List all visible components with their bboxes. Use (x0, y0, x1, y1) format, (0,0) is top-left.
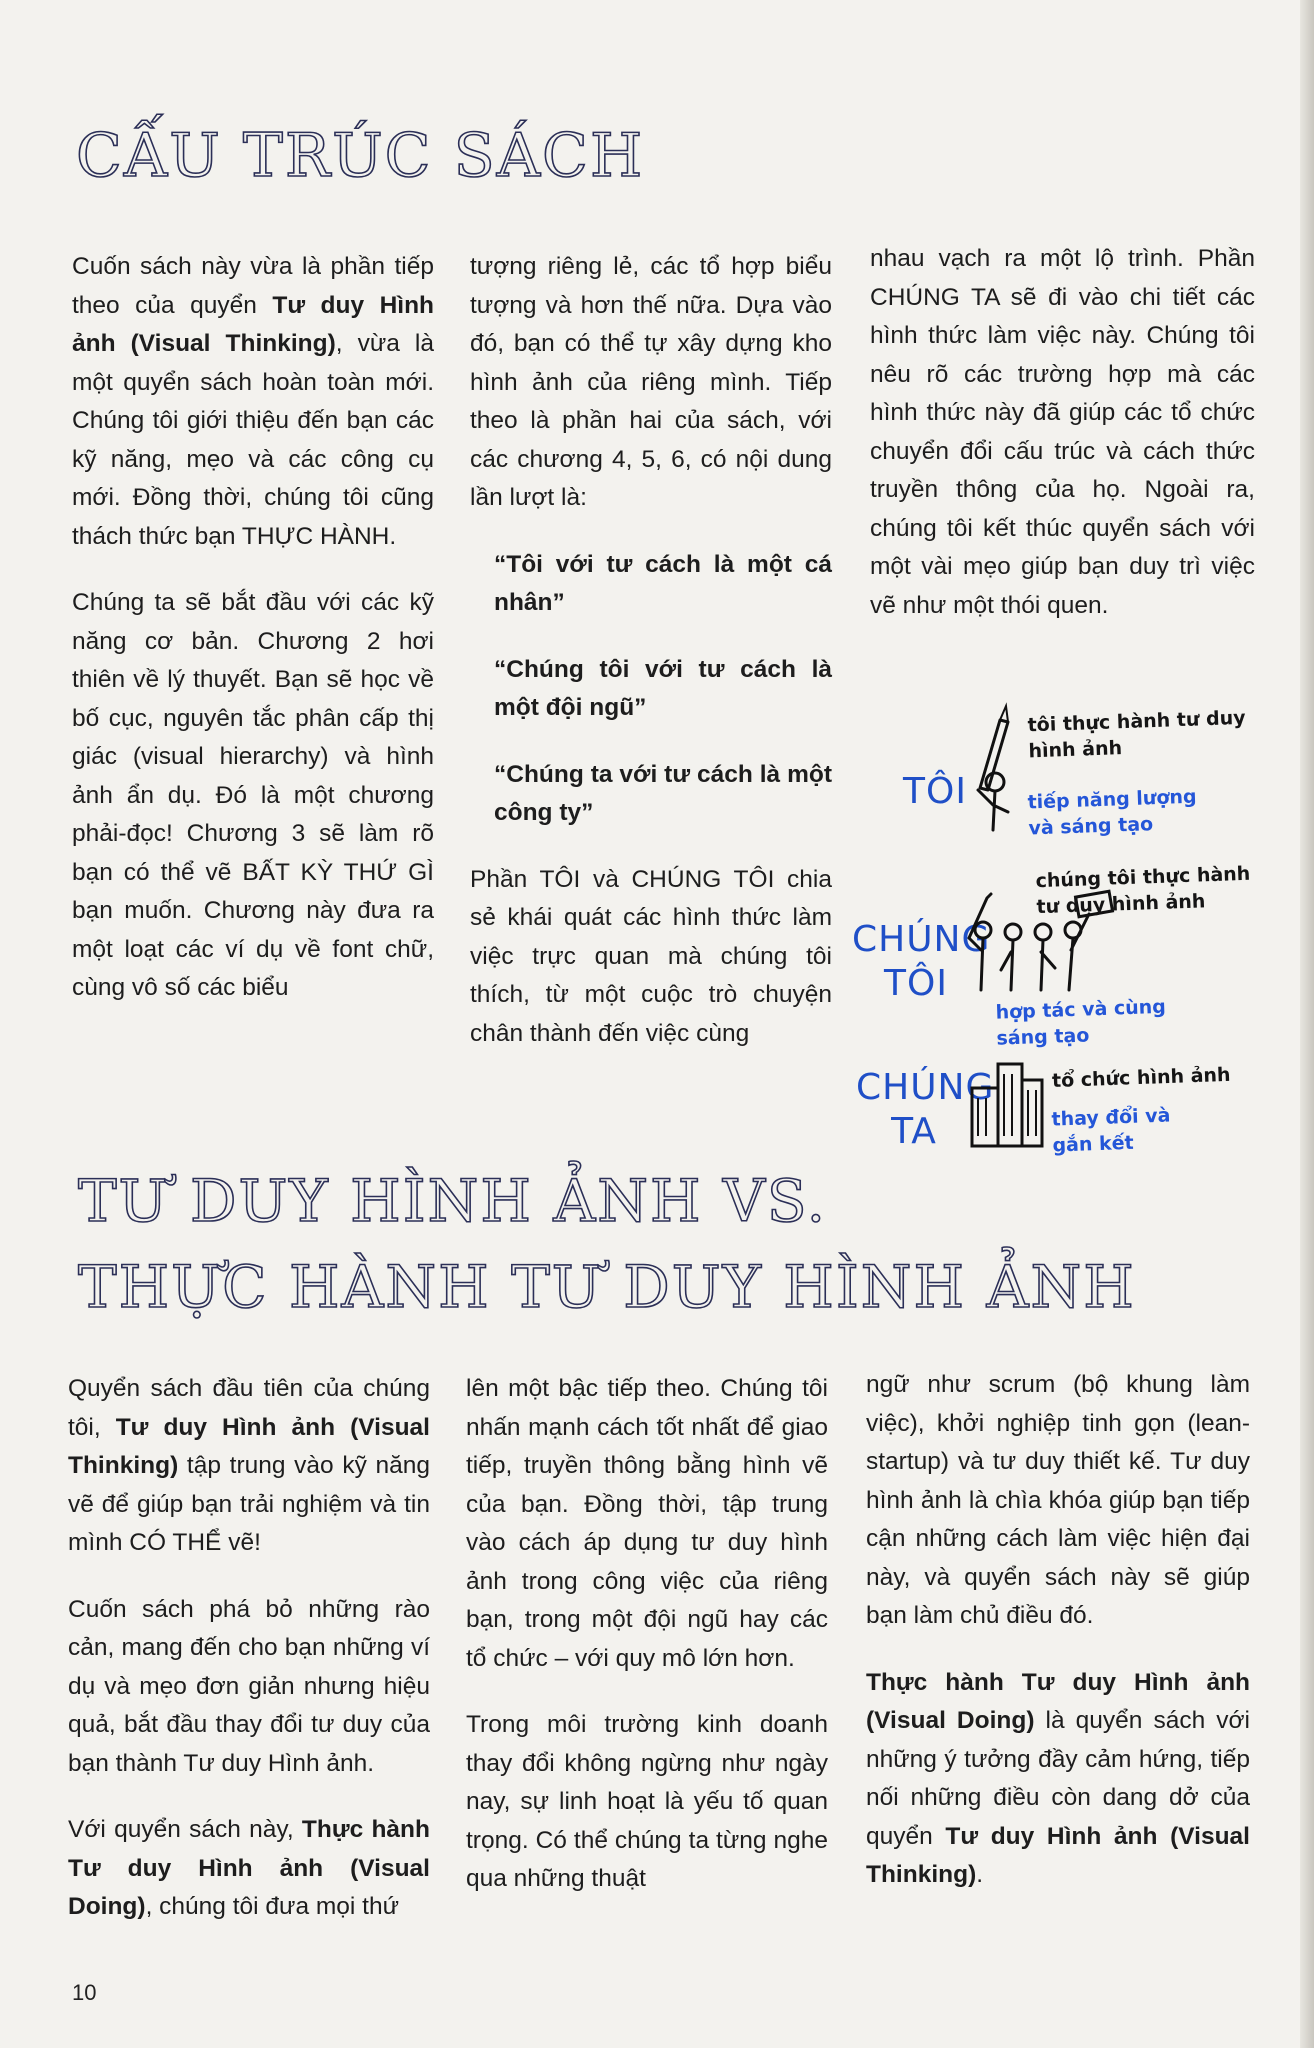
label-line: CHÚNG (852, 919, 991, 960)
buildings-icon (968, 1050, 1048, 1150)
chapter-quote: “Chúng ta với tư cách là một công ty” (494, 760, 832, 826)
label-line: CHÚNG (856, 1067, 995, 1108)
label-line: TA (891, 1111, 937, 1152)
note-toi-practice: tôi thực hành tư duy hình ảnh (1027, 706, 1246, 763)
section-title-line-2: THỰC HÀNH TƯ DUY HÌNH ẢNH (78, 1253, 1136, 1321)
person-drawing-pencil-icon (960, 700, 1030, 840)
paragraph: ngữ như scrum (bộ khung làm việc), khởi nghiệp tinh gọn (lean-startup) và tư duy thiết kế. Tư duy hình ảnh là chìa khóa giúp bạn tiếp cận những cách làm việc hiện đại này, và quyển sách này sẽ giúp bạn làm chủ điều đó. (866, 1371, 1250, 1629)
paragraph: Chúng ta sẽ bắt đầu với các kỹ năng cơ bản. Chương 2 hơi thiên về lý thuyết. Bạn sẽ học về bố cục, nguyên tắc phân cấp thị giác (visual hierarchy) và hình ảnh ẩn dụ. Đó là một chương phải-đọc! Chương 3 sẽ làm rõ bạn có thể vẽ BẤT KỲ THỨ GÌ bạn muốn. Chương này đưa ra một loạt các ví dụ về font chữ, cùng vô số các biểu (72, 589, 434, 1001)
paragraph: lên một bậc tiếp theo. Chúng tôi nhấn mạnh cách tốt nhất để giao tiếp, truyền thông bằng hình vẽ của bạn. Đồng thời, tập trung vào cách áp dụng tư duy hình ảnh trong công việc của riêng bạn, trong một đội ngũ hay các tổ chức – với quy mô lớn hơn. (466, 1375, 828, 1672)
section1-column-3 (870, 240, 1255, 625)
label-chung-ta (856, 1066, 995, 1154)
book-title-bold: Thực hành Tư duy Hình ảnh (Visual Doing) (866, 1668, 1250, 1734)
note-toi-energy: tiếp năng lượng và sáng tạo (1027, 785, 1197, 840)
paragraph: Trong môi trường kinh doanh thay đổi không ngừng như ngày nay, sự linh hoạt là yếu tố quan trọng. Có thể chúng ta từng nghe qua những thuật (466, 1711, 828, 1892)
text: , vừa là một quyển sách hoàn toàn mới. Chúng tôi giới thiệu đến bạn các kỹ năng, mẹo và các công cụ mới. Đồng thời, chúng tôi cũng thách thức bạn THỰC HÀNH. (72, 330, 434, 550)
book-title-bold: Tư duy Hình ảnh (Visual Thinking) (72, 291, 434, 357)
section1-column-1 (72, 248, 434, 1008)
text: là quyển sách với những ý tưởng đầy cảm hứng, tiếp nối những điều còn dang dở của quyển (866, 1707, 1250, 1850)
paragraph (68, 1811, 430, 1927)
text: . (976, 1861, 984, 1888)
book-title-bold: Tư duy Hình ảnh (Visual Thinking) (68, 1413, 430, 1479)
chapter-quote: “Chúng tôi với tư cách là một đội ngũ” (494, 655, 832, 721)
paragraph (866, 1664, 1250, 1895)
page-edge (1300, 0, 1314, 2048)
text: Với quyển sách này, (68, 1816, 302, 1843)
text: tập trung vào kỹ năng vẽ để giúp bạn trải nghiệm và tin mình CÓ THỂ vẽ! (68, 1452, 430, 1556)
section2-column-2 (466, 1370, 828, 1899)
section-title-line-1: TƯ DUY HÌNH ẢNH VS. (78, 1167, 828, 1235)
page-number: 10 (72, 1980, 97, 2005)
paragraph: Cuốn sách phá bỏ những rào cản, mang đến cho bạn những ví dụ và mẹo đơn giản nhưng hiệu quả, bắt đầu thay đổi tư duy của bạn thành Tư duy Hình ảnh. (68, 1595, 430, 1777)
label-toi: TÔI (903, 771, 967, 812)
label-chung-toi (852, 918, 991, 1006)
text: Cuốn sách này vừa là phần tiếp theo của quyển (72, 253, 434, 319)
paragraph (68, 1370, 430, 1563)
book-title-bold: Tư duy Hình ảnh (Visual Thinking) (866, 1822, 1250, 1888)
text: Quyển sách đầu tiên của chúng tôi, (68, 1375, 430, 1441)
paragraph: Phần TÔI và CHÚNG TÔI chia sẻ khái quát các hình thức làm việc trực quan mà chúng tôi thích, từ một cuộc trò chuyện chân thành đến việc cùng (470, 865, 832, 1047)
section2-column-1 (68, 1370, 430, 1927)
section2-column-3 (866, 1366, 1250, 1895)
note-chung-toi-practice: chúng tôi thực hành tư duy hình ảnh (1035, 862, 1251, 919)
paragraph: tượng riêng lẻ, các tổ hợp biểu tượng và hơn thế nữa. Dựa vào đó, bạn có thể tự xây dựng kho hình ảnh của riêng mình. Tiếp theo là phần hai của sách, với các chương 4, 5, 6, có nội dung lần lượt là: (470, 253, 832, 511)
note-chung-ta-organization: tổ chức hình ảnh (1051, 1063, 1231, 1093)
section-title-book-structure: CẤU TRÚC SÁCH (76, 121, 645, 191)
section1-column-2 (470, 248, 832, 1053)
paragraph: nhau vạch ra một lộ trình. Phần CHÚNG TA sẽ đi vào chi tiết các hình thức làm việc này. Chúng tôi nêu rõ các trường hợp mà các hình thức này đã giúp các tổ chức chuyển đổi cấu trúc và cách thức truyền thông của họ. Ngoài ra, chúng tôi kết thúc quyển sách với một vài mẹo giúp bạn duy trì việc vẽ như một thói quen. (870, 245, 1255, 619)
book-title-bold: Thực hành Tư duy Hình ảnh (Visual Doing) (68, 1816, 430, 1920)
chapter-quote: “Tôi với tư cách là một cá nhân” (494, 550, 832, 616)
text: , chúng tôi đưa mọi thứ (145, 1893, 399, 1920)
note-chung-ta-change: thay đổi và gắn kết (1051, 1104, 1171, 1157)
paragraph (72, 248, 434, 556)
note-chung-toi-collaborate: hợp tác và cùng sáng tạo (995, 995, 1167, 1050)
label-line: TÔI (884, 963, 948, 1004)
